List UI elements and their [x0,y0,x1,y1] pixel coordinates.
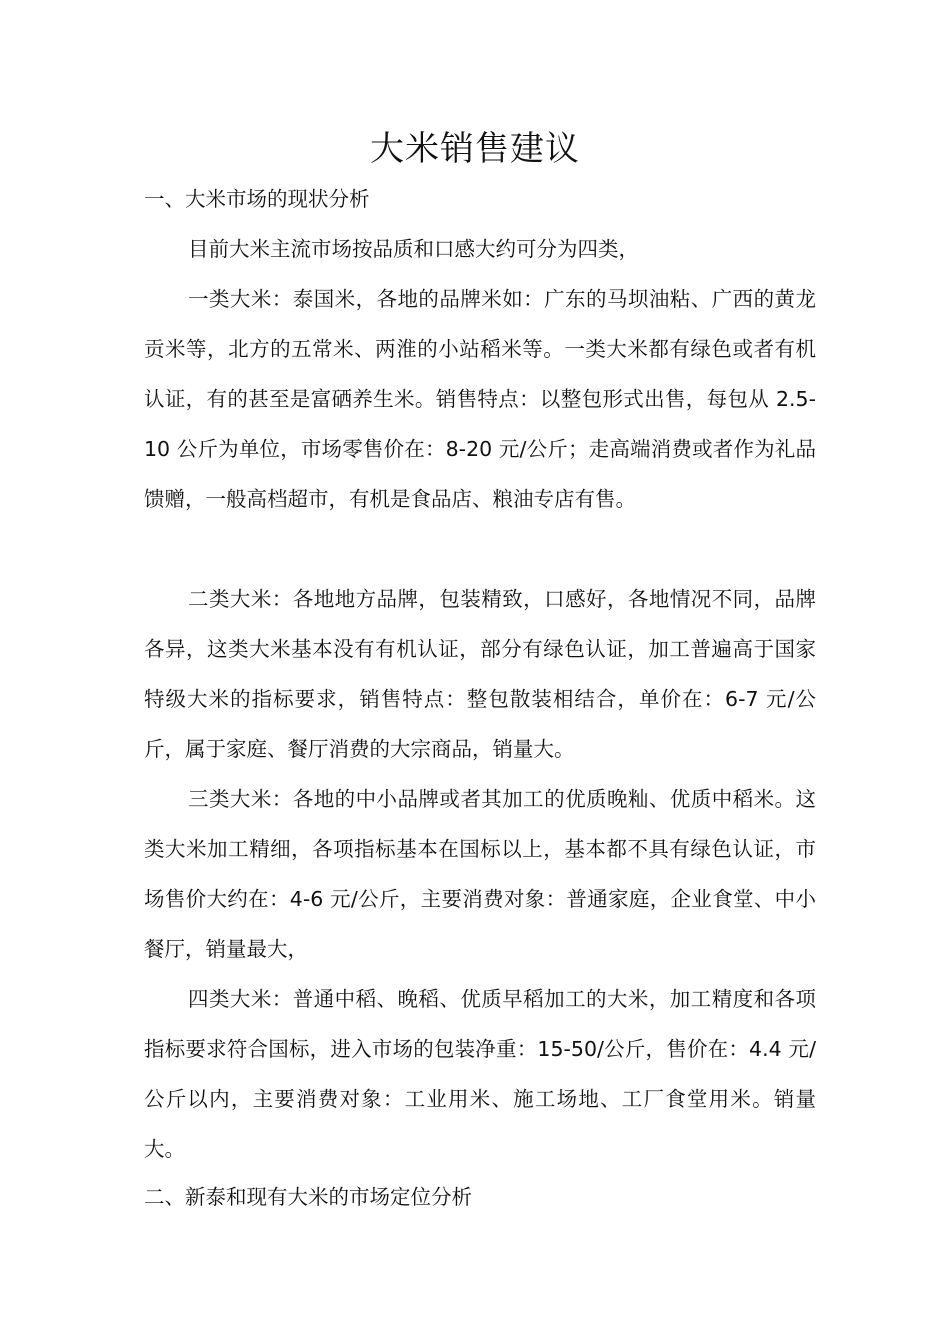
paragraph-class-three-rice: 三类大米：各地的中小品牌或者其加工的优质晚籼、优质中稻米。这类大米加工精细，各项指标基本在国标以上，基本都不具有绿色认证，市场售价大约在：4-6 元/公斤，主要消费对象：普通家庭，企业食堂、中小餐厅，销量最大， [144,787,816,961]
paragraph-intro: 目前大米主流市场按品质和口感大约可分为四类， [188,237,639,261]
section-heading-2: 二、新泰和现有大米的市场定位分析 [144,1185,472,1209]
paragraph-class-one-rice: 一类大米：泰国米，各地的品牌米如：广东的马坝油粘、广西的黄龙贡米等，北方的五常米、两淮的小站稻米等。一类大米都有绿色或者有机认证，有的甚至是富硒养生米。销售特点：以整包形式出售，每包从 2.5-10 公斤为单位，市场零售价在：8-20 元/公斤；走高端消费或者作为礼品馈赠，一般高档超市，有机是食品店、粮油专店有售。 [144,287,816,511]
section-heading-1: 一、大米市场的现状分析 [144,187,370,211]
document-title: 大米销售建议 [370,129,580,169]
paragraph-class-four-rice: 四类大米：普通中稻、晚稻、优质早稻加工的大米，加工精度和各项指标要求符合国标，进入市场的包装净重：15-50/公斤，售价在：4.4 元/公斤以内，主要消费对象：工业用米、施工场地、工厂食堂用米。销量大。 [144,987,816,1161]
paragraph-class-two-rice: 二类大米：各地地方品牌，包装精致，口感好，各地情况不同，品牌各异，这类大米基本没有有机认证，部分有绿色认证，加工普遍高于国家特级大米的指标要求，销售特点：整包散装相结合，单价在：6-7 元/公斤，属于家庭、餐厅消费的大宗商品，销量大。 [144,587,816,761]
